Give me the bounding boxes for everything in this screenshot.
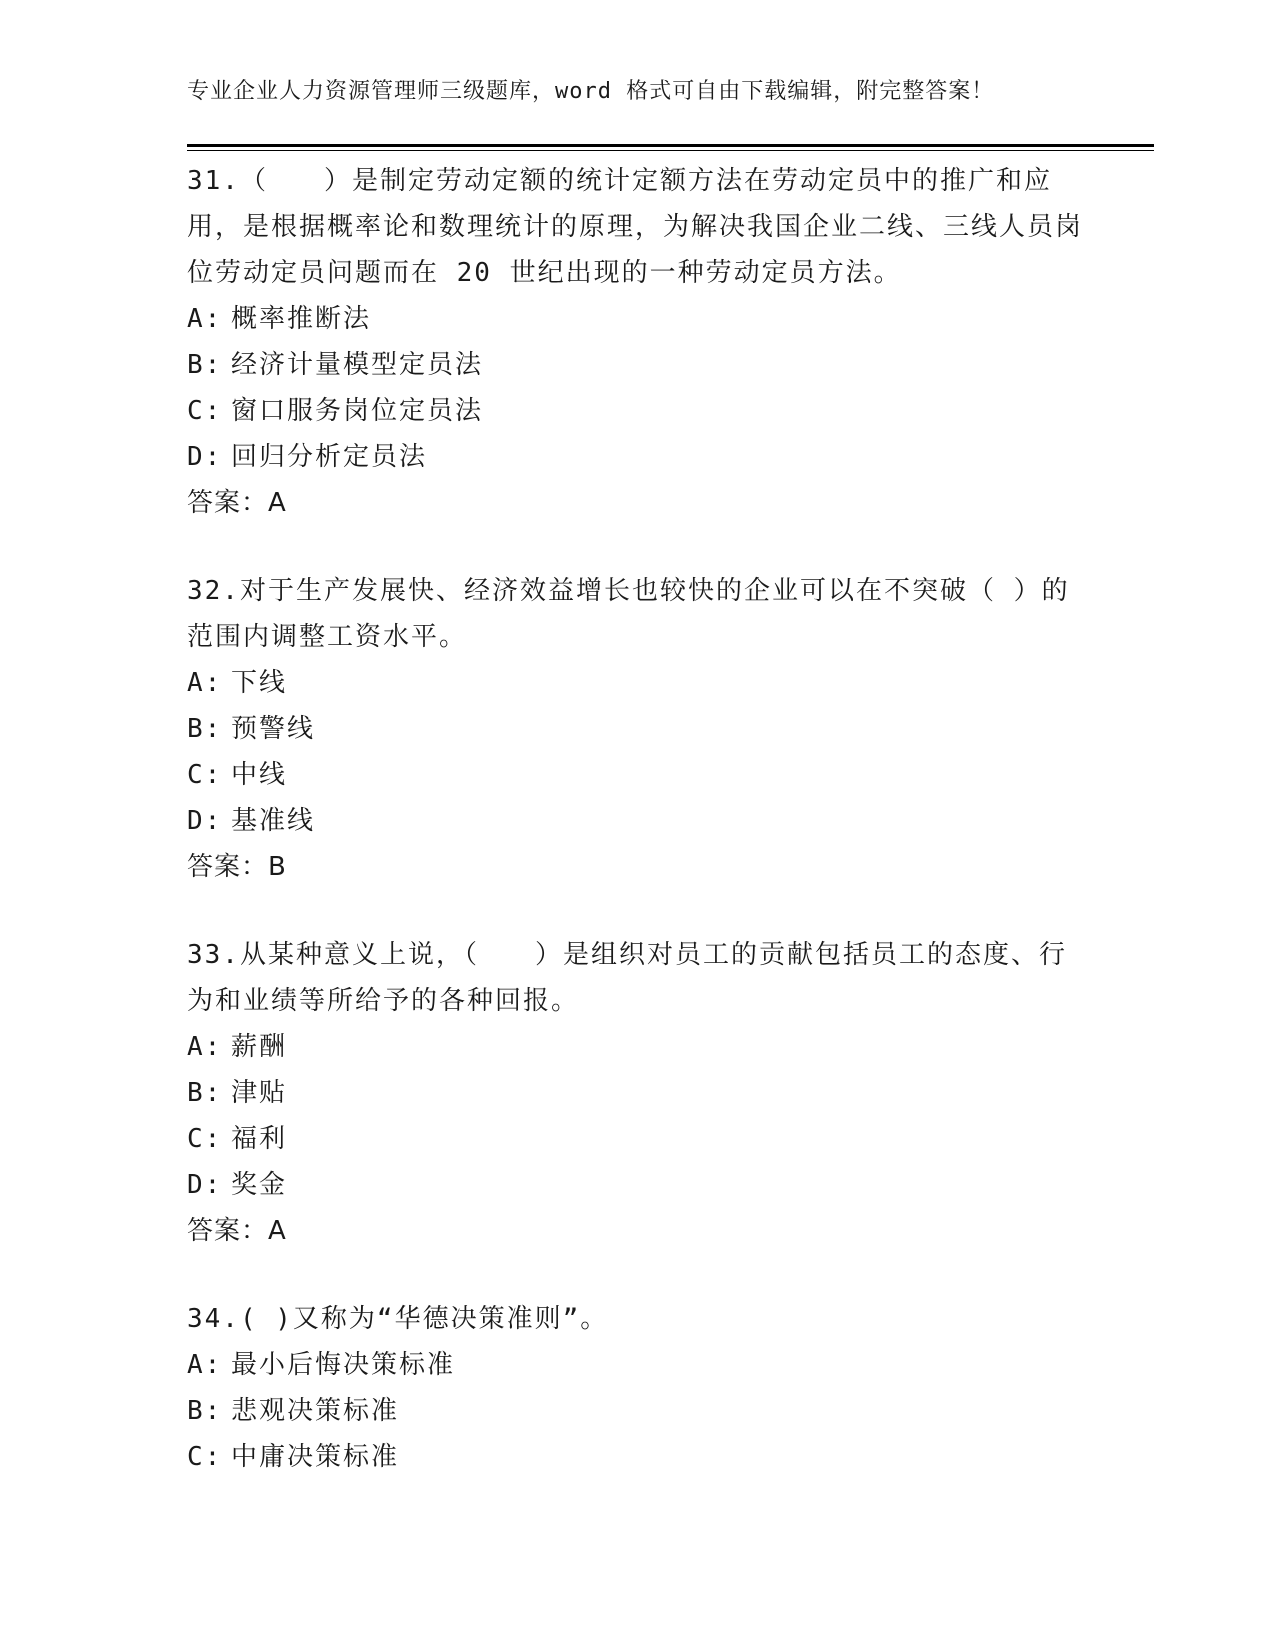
option-c	[187, 1116, 1087, 1162]
option-d	[187, 798, 1087, 844]
option-key: B:	[187, 350, 223, 380]
option-d	[187, 434, 1087, 480]
option-a	[187, 1024, 1087, 1070]
option-key: D:	[187, 442, 223, 472]
header-rule-thin	[187, 150, 1154, 151]
option-text: 回归分析定员法	[231, 442, 428, 472]
option-key: B:	[187, 714, 223, 744]
option-b	[187, 1070, 1087, 1116]
option-key: D:	[187, 806, 223, 836]
option-text: 中庸决策标准	[231, 1442, 400, 1472]
option-key: C:	[187, 760, 223, 790]
option-a	[187, 1342, 1087, 1388]
option-b	[187, 342, 1087, 388]
option-c	[187, 1434, 1087, 1480]
option-text: 福利	[231, 1124, 288, 1154]
option-key: A:	[187, 1032, 223, 1062]
option-b	[187, 706, 1087, 752]
question-stem: 32.对于生产发展快、经济效益增长也较快的企业可以在不突破（ ）的范围内调整工资水平。	[187, 576, 1070, 652]
question-stem: 34.( )又称为“华德决策准则”。	[187, 1304, 609, 1334]
option-key: C:	[187, 396, 223, 426]
question-stem: 31.（ ）是制定劳动定额的统计定额方法在劳动定员中的推广和应用，是根据概率论和数理统计的原理，为解决我国企业二线、三线人员岗位劳动定员问题而在 20 世纪出现的一种劳动定员方法。	[187, 166, 1084, 288]
question-31	[187, 158, 1087, 526]
option-text: 下线	[231, 668, 288, 698]
option-a	[187, 660, 1087, 706]
option-c	[187, 752, 1087, 798]
option-text: 津贴	[231, 1078, 288, 1108]
option-key: A:	[187, 304, 223, 334]
option-key: C:	[187, 1124, 223, 1154]
option-text: 中线	[231, 760, 288, 790]
option-b	[187, 1388, 1087, 1434]
option-key: A:	[187, 1350, 223, 1380]
answer: 答案：A	[187, 1216, 287, 1246]
question-33	[187, 932, 1087, 1254]
option-text: 窗口服务岗位定员法	[231, 396, 484, 426]
option-text: 薪酬	[231, 1032, 288, 1062]
option-text: 奖金	[231, 1170, 288, 1200]
option-key: C:	[187, 1442, 223, 1472]
option-c	[187, 388, 1087, 434]
header-rule-thick	[187, 144, 1154, 147]
question-list	[187, 158, 1087, 1522]
option-text: 最小后悔决策标准	[231, 1350, 456, 1380]
answer: 答案：B	[187, 852, 287, 882]
option-text: 概率推断法	[231, 304, 372, 334]
question-stem: 33.从某种意义上说，（ ）是组织对员工的贡献包括员工的态度、行为和业绩等所给予的各种回报。	[187, 940, 1067, 1016]
option-a	[187, 296, 1087, 342]
question-34	[187, 1296, 1087, 1480]
question-32	[187, 568, 1087, 890]
option-d	[187, 1162, 1087, 1208]
option-key: D:	[187, 1170, 223, 1200]
option-key: B:	[187, 1078, 223, 1108]
answer: 答案：A	[187, 488, 287, 518]
option-text: 基准线	[231, 806, 316, 836]
option-key: B:	[187, 1396, 223, 1426]
page-header: 专业企业人力资源管理师三级题库，word 格式可自由下载编辑，附完整答案！	[187, 79, 995, 104]
option-text: 悲观决策标准	[231, 1396, 400, 1426]
option-text: 经济计量模型定员法	[231, 350, 484, 380]
option-key: A:	[187, 668, 223, 698]
option-text: 预警线	[231, 714, 316, 744]
